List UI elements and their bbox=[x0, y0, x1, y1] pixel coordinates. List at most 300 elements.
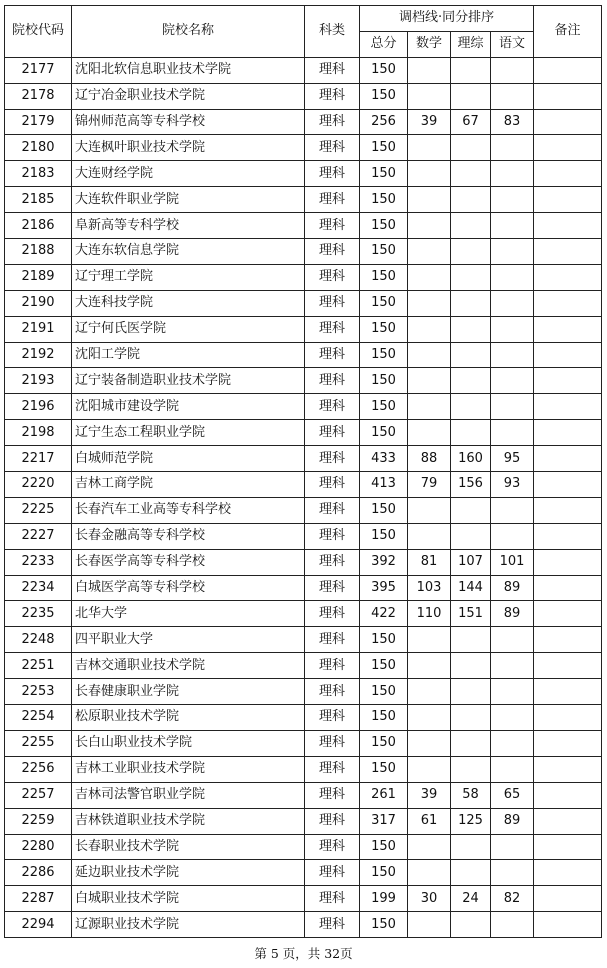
cell-total: 150 bbox=[360, 834, 408, 860]
cell-chinese: 65 bbox=[491, 782, 534, 808]
cell-chinese bbox=[491, 135, 534, 161]
cell-note bbox=[534, 808, 602, 834]
cell-science: 156 bbox=[451, 472, 491, 498]
cell-code: 2248 bbox=[5, 627, 72, 653]
cell-code: 2189 bbox=[5, 264, 72, 290]
cell-note bbox=[534, 756, 602, 782]
cell-chinese bbox=[491, 368, 534, 394]
cell-category: 理科 bbox=[305, 627, 360, 653]
cell-chinese bbox=[491, 705, 534, 731]
cell-science: 151 bbox=[451, 601, 491, 627]
cell-total: 199 bbox=[360, 886, 408, 912]
cell-science bbox=[451, 213, 491, 239]
cell-total: 150 bbox=[360, 420, 408, 446]
table-row bbox=[5, 756, 602, 782]
cell-science bbox=[451, 860, 491, 886]
cell-science bbox=[451, 523, 491, 549]
cell-chinese bbox=[491, 653, 534, 679]
cell-name: 长春职业技术学院 bbox=[72, 834, 305, 860]
cell-category: 理科 bbox=[305, 290, 360, 316]
cell-science: 67 bbox=[451, 109, 491, 135]
cell-chinese: 95 bbox=[491, 446, 534, 472]
cell-name: 长春汽车工业高等专科学校 bbox=[72, 497, 305, 523]
cell-name: 大连东软信息学院 bbox=[72, 239, 305, 265]
table-row bbox=[5, 83, 602, 109]
cell-science: 160 bbox=[451, 446, 491, 472]
cell-science bbox=[451, 679, 491, 705]
cell-category: 理科 bbox=[305, 808, 360, 834]
cell-science bbox=[451, 394, 491, 420]
cell-math bbox=[408, 523, 451, 549]
cell-chinese bbox=[491, 394, 534, 420]
cell-note bbox=[534, 886, 602, 912]
cell-code: 2178 bbox=[5, 83, 72, 109]
cell-science bbox=[451, 705, 491, 731]
cell-science: 144 bbox=[451, 575, 491, 601]
table-row bbox=[5, 446, 602, 472]
cell-total: 150 bbox=[360, 394, 408, 420]
cell-math bbox=[408, 368, 451, 394]
cell-code: 2185 bbox=[5, 187, 72, 213]
cell-math: 30 bbox=[408, 886, 451, 912]
cell-code: 2192 bbox=[5, 342, 72, 368]
cell-category: 理科 bbox=[305, 394, 360, 420]
header-score-group: 调档线·同分排序 bbox=[360, 6, 534, 32]
cell-chinese bbox=[491, 627, 534, 653]
cell-note bbox=[534, 187, 602, 213]
cell-category: 理科 bbox=[305, 472, 360, 498]
table-row bbox=[5, 912, 602, 938]
cell-chinese: 93 bbox=[491, 472, 534, 498]
cell-note bbox=[534, 161, 602, 187]
table-row bbox=[5, 109, 602, 135]
cell-chinese bbox=[491, 834, 534, 860]
cell-total: 150 bbox=[360, 264, 408, 290]
header-chinese: 语文 bbox=[491, 31, 534, 57]
cell-science bbox=[451, 653, 491, 679]
cell-chinese bbox=[491, 420, 534, 446]
cell-code: 2179 bbox=[5, 109, 72, 135]
cell-math bbox=[408, 420, 451, 446]
cell-note bbox=[534, 109, 602, 135]
cell-name: 辽宁冶金职业技术学院 bbox=[72, 83, 305, 109]
cell-math bbox=[408, 187, 451, 213]
cell-science: 24 bbox=[451, 886, 491, 912]
cell-math bbox=[408, 316, 451, 342]
table-row bbox=[5, 575, 602, 601]
cell-math bbox=[408, 213, 451, 239]
cell-code: 2251 bbox=[5, 653, 72, 679]
cell-total: 150 bbox=[360, 290, 408, 316]
cell-science bbox=[451, 420, 491, 446]
cell-total: 413 bbox=[360, 472, 408, 498]
cell-math bbox=[408, 653, 451, 679]
cell-total: 256 bbox=[360, 109, 408, 135]
cell-code: 2188 bbox=[5, 239, 72, 265]
cell-category: 理科 bbox=[305, 446, 360, 472]
cell-science: 107 bbox=[451, 549, 491, 575]
cell-total: 150 bbox=[360, 730, 408, 756]
cell-category: 理科 bbox=[305, 601, 360, 627]
cell-total: 261 bbox=[360, 782, 408, 808]
cell-math bbox=[408, 161, 451, 187]
table-row bbox=[5, 549, 602, 575]
header-math: 数学 bbox=[408, 31, 451, 57]
cell-code: 2186 bbox=[5, 213, 72, 239]
cell-total: 150 bbox=[360, 135, 408, 161]
cell-note bbox=[534, 497, 602, 523]
cell-note bbox=[534, 679, 602, 705]
cell-category: 理科 bbox=[305, 83, 360, 109]
cell-name: 吉林工业职业技术学院 bbox=[72, 756, 305, 782]
cell-name: 白城职业技术学院 bbox=[72, 886, 305, 912]
cell-note bbox=[534, 57, 602, 83]
admission-table bbox=[4, 5, 602, 938]
cell-note bbox=[534, 523, 602, 549]
cell-category: 理科 bbox=[305, 756, 360, 782]
cell-name: 辽宁生态工程职业学院 bbox=[72, 420, 305, 446]
table-row bbox=[5, 135, 602, 161]
cell-note bbox=[534, 83, 602, 109]
cell-math bbox=[408, 834, 451, 860]
cell-total: 150 bbox=[360, 57, 408, 83]
table-row bbox=[5, 472, 602, 498]
header-category: 科类 bbox=[305, 6, 360, 58]
cell-category: 理科 bbox=[305, 264, 360, 290]
cell-math bbox=[408, 705, 451, 731]
cell-code: 2196 bbox=[5, 394, 72, 420]
cell-category: 理科 bbox=[305, 834, 360, 860]
cell-category: 理科 bbox=[305, 730, 360, 756]
cell-category: 理科 bbox=[305, 705, 360, 731]
cell-name: 沈阳北软信息职业技术学院 bbox=[72, 57, 305, 83]
cell-math bbox=[408, 290, 451, 316]
cell-note bbox=[534, 368, 602, 394]
table-row bbox=[5, 679, 602, 705]
table-row bbox=[5, 886, 602, 912]
cell-category: 理科 bbox=[305, 187, 360, 213]
cell-code: 2180 bbox=[5, 135, 72, 161]
cell-science bbox=[451, 290, 491, 316]
cell-code: 2235 bbox=[5, 601, 72, 627]
cell-science bbox=[451, 730, 491, 756]
cell-category: 理科 bbox=[305, 161, 360, 187]
cell-chinese: 82 bbox=[491, 886, 534, 912]
cell-chinese bbox=[491, 264, 534, 290]
cell-total: 150 bbox=[360, 187, 408, 213]
cell-code: 2234 bbox=[5, 575, 72, 601]
cell-total: 392 bbox=[360, 549, 408, 575]
table-row bbox=[5, 316, 602, 342]
cell-science bbox=[451, 316, 491, 342]
cell-code: 2256 bbox=[5, 756, 72, 782]
table-row bbox=[5, 239, 602, 265]
cell-science bbox=[451, 83, 491, 109]
cell-total: 150 bbox=[360, 705, 408, 731]
cell-math: 61 bbox=[408, 808, 451, 834]
table-row bbox=[5, 187, 602, 213]
cell-total: 150 bbox=[360, 627, 408, 653]
cell-name: 辽宁何氏医学院 bbox=[72, 316, 305, 342]
table-row bbox=[5, 860, 602, 886]
cell-total: 150 bbox=[360, 523, 408, 549]
cell-chinese bbox=[491, 213, 534, 239]
cell-code: 2294 bbox=[5, 912, 72, 938]
cell-chinese bbox=[491, 730, 534, 756]
cell-math bbox=[408, 394, 451, 420]
cell-science bbox=[451, 497, 491, 523]
cell-code: 2257 bbox=[5, 782, 72, 808]
cell-math bbox=[408, 912, 451, 938]
cell-category: 理科 bbox=[305, 420, 360, 446]
cell-note bbox=[534, 472, 602, 498]
cell-total: 150 bbox=[360, 239, 408, 265]
table-row bbox=[5, 342, 602, 368]
cell-note bbox=[534, 912, 602, 938]
cell-total: 433 bbox=[360, 446, 408, 472]
cell-note bbox=[534, 420, 602, 446]
cell-category: 理科 bbox=[305, 135, 360, 161]
cell-name: 沈阳城市建设学院 bbox=[72, 394, 305, 420]
cell-name: 长春健康职业学院 bbox=[72, 679, 305, 705]
cell-code: 2280 bbox=[5, 834, 72, 860]
cell-math: 79 bbox=[408, 472, 451, 498]
cell-name: 长春金融高等专科学校 bbox=[72, 523, 305, 549]
cell-category: 理科 bbox=[305, 679, 360, 705]
cell-science bbox=[451, 57, 491, 83]
cell-chinese: 83 bbox=[491, 109, 534, 135]
cell-total: 150 bbox=[360, 497, 408, 523]
cell-note bbox=[534, 213, 602, 239]
cell-science bbox=[451, 239, 491, 265]
cell-name: 大连财经学院 bbox=[72, 161, 305, 187]
cell-category: 理科 bbox=[305, 860, 360, 886]
cell-name: 锦州师范高等专科学校 bbox=[72, 109, 305, 135]
cell-code: 2198 bbox=[5, 420, 72, 446]
cell-science bbox=[451, 627, 491, 653]
cell-name: 辽宁理工学院 bbox=[72, 264, 305, 290]
cell-science bbox=[451, 368, 491, 394]
cell-math bbox=[408, 342, 451, 368]
table-row bbox=[5, 394, 602, 420]
cell-code: 2253 bbox=[5, 679, 72, 705]
table-row bbox=[5, 264, 602, 290]
cell-note bbox=[534, 135, 602, 161]
cell-code: 2193 bbox=[5, 368, 72, 394]
cell-math: 103 bbox=[408, 575, 451, 601]
cell-chinese: 89 bbox=[491, 601, 534, 627]
table-row bbox=[5, 705, 602, 731]
cell-name: 吉林司法警官职业学院 bbox=[72, 782, 305, 808]
cell-science bbox=[451, 161, 491, 187]
cell-math bbox=[408, 730, 451, 756]
cell-note bbox=[534, 394, 602, 420]
cell-math: 39 bbox=[408, 782, 451, 808]
table-row bbox=[5, 368, 602, 394]
cell-chinese bbox=[491, 239, 534, 265]
cell-math bbox=[408, 239, 451, 265]
cell-chinese bbox=[491, 912, 534, 938]
cell-name: 沈阳工学院 bbox=[72, 342, 305, 368]
cell-chinese bbox=[491, 497, 534, 523]
cell-category: 理科 bbox=[305, 523, 360, 549]
cell-chinese: 89 bbox=[491, 575, 534, 601]
table-row bbox=[5, 808, 602, 834]
cell-math bbox=[408, 679, 451, 705]
cell-chinese: 101 bbox=[491, 549, 534, 575]
cell-note bbox=[534, 627, 602, 653]
cell-chinese bbox=[491, 57, 534, 83]
cell-math: 39 bbox=[408, 109, 451, 135]
cell-science bbox=[451, 187, 491, 213]
cell-note bbox=[534, 782, 602, 808]
cell-category: 理科 bbox=[305, 239, 360, 265]
cell-chinese bbox=[491, 316, 534, 342]
table-row bbox=[5, 601, 602, 627]
cell-math bbox=[408, 57, 451, 83]
table-row bbox=[5, 161, 602, 187]
cell-code: 2233 bbox=[5, 549, 72, 575]
cell-code: 2220 bbox=[5, 472, 72, 498]
cell-name: 白城医学高等专科学校 bbox=[72, 575, 305, 601]
cell-category: 理科 bbox=[305, 109, 360, 135]
cell-name: 大连科技学院 bbox=[72, 290, 305, 316]
cell-math bbox=[408, 264, 451, 290]
cell-note bbox=[534, 316, 602, 342]
table-row bbox=[5, 834, 602, 860]
cell-code: 2227 bbox=[5, 523, 72, 549]
cell-total: 150 bbox=[360, 653, 408, 679]
header-total: 总分 bbox=[360, 31, 408, 57]
cell-note bbox=[534, 290, 602, 316]
cell-math: 110 bbox=[408, 601, 451, 627]
table-row bbox=[5, 497, 602, 523]
cell-name: 白城师范学院 bbox=[72, 446, 305, 472]
table-row bbox=[5, 730, 602, 756]
cell-note bbox=[534, 446, 602, 472]
cell-note bbox=[534, 834, 602, 860]
cell-note bbox=[534, 653, 602, 679]
table-row bbox=[5, 420, 602, 446]
cell-name: 延边职业技术学院 bbox=[72, 860, 305, 886]
cell-total: 317 bbox=[360, 808, 408, 834]
cell-chinese bbox=[491, 523, 534, 549]
cell-total: 150 bbox=[360, 83, 408, 109]
cell-math bbox=[408, 497, 451, 523]
cell-name: 四平职业大学 bbox=[72, 627, 305, 653]
cell-total: 150 bbox=[360, 912, 408, 938]
cell-category: 理科 bbox=[305, 549, 360, 575]
cell-note bbox=[534, 549, 602, 575]
cell-math bbox=[408, 135, 451, 161]
cell-name: 吉林工商学院 bbox=[72, 472, 305, 498]
cell-category: 理科 bbox=[305, 912, 360, 938]
header-science: 理综 bbox=[451, 31, 491, 57]
cell-note bbox=[534, 264, 602, 290]
cell-note bbox=[534, 601, 602, 627]
cell-code: 2190 bbox=[5, 290, 72, 316]
cell-math: 88 bbox=[408, 446, 451, 472]
cell-total: 422 bbox=[360, 601, 408, 627]
cell-code: 2255 bbox=[5, 730, 72, 756]
cell-category: 理科 bbox=[305, 782, 360, 808]
cell-code: 2177 bbox=[5, 57, 72, 83]
cell-total: 150 bbox=[360, 756, 408, 782]
cell-note bbox=[534, 342, 602, 368]
cell-total: 150 bbox=[360, 368, 408, 394]
cell-code: 2286 bbox=[5, 860, 72, 886]
cell-code: 2259 bbox=[5, 808, 72, 834]
cell-category: 理科 bbox=[305, 575, 360, 601]
cell-science: 58 bbox=[451, 782, 491, 808]
cell-science bbox=[451, 912, 491, 938]
cell-note bbox=[534, 239, 602, 265]
cell-math bbox=[408, 83, 451, 109]
cell-math bbox=[408, 627, 451, 653]
cell-total: 150 bbox=[360, 679, 408, 705]
cell-category: 理科 bbox=[305, 213, 360, 239]
cell-math bbox=[408, 756, 451, 782]
cell-chinese bbox=[491, 290, 534, 316]
cell-chinese bbox=[491, 187, 534, 213]
cell-category: 理科 bbox=[305, 497, 360, 523]
cell-name: 阜新高等专科学校 bbox=[72, 213, 305, 239]
cell-chinese bbox=[491, 679, 534, 705]
cell-total: 150 bbox=[360, 342, 408, 368]
cell-science bbox=[451, 135, 491, 161]
cell-category: 理科 bbox=[305, 653, 360, 679]
cell-category: 理科 bbox=[305, 342, 360, 368]
table-body bbox=[5, 57, 602, 937]
cell-chinese bbox=[491, 161, 534, 187]
cell-science bbox=[451, 756, 491, 782]
cell-name: 长白山职业技术学院 bbox=[72, 730, 305, 756]
table-row bbox=[5, 523, 602, 549]
cell-name: 吉林交通职业技术学院 bbox=[72, 653, 305, 679]
cell-note bbox=[534, 730, 602, 756]
cell-name: 辽源职业技术学院 bbox=[72, 912, 305, 938]
cell-science bbox=[451, 834, 491, 860]
cell-category: 理科 bbox=[305, 316, 360, 342]
cell-name: 松原职业技术学院 bbox=[72, 705, 305, 731]
table-row bbox=[5, 653, 602, 679]
cell-category: 理科 bbox=[305, 368, 360, 394]
cell-name: 大连枫叶职业技术学院 bbox=[72, 135, 305, 161]
cell-total: 395 bbox=[360, 575, 408, 601]
cell-name: 长春医学高等专科学校 bbox=[72, 549, 305, 575]
cell-chinese bbox=[491, 342, 534, 368]
header-code: 院校代码 bbox=[5, 6, 72, 58]
cell-science bbox=[451, 264, 491, 290]
cell-name: 北华大学 bbox=[72, 601, 305, 627]
cell-category: 理科 bbox=[305, 886, 360, 912]
cell-chinese bbox=[491, 860, 534, 886]
cell-code: 2225 bbox=[5, 497, 72, 523]
page-footer: 第 5 页，共 32页 bbox=[254, 946, 353, 961]
cell-code: 2191 bbox=[5, 316, 72, 342]
table-row bbox=[5, 627, 602, 653]
cell-total: 150 bbox=[360, 161, 408, 187]
cell-math bbox=[408, 860, 451, 886]
table-row bbox=[5, 782, 602, 808]
header-name: 院校名称 bbox=[72, 6, 305, 58]
table-row bbox=[5, 213, 602, 239]
cell-name: 辽宁装备制造职业技术学院 bbox=[72, 368, 305, 394]
cell-science: 125 bbox=[451, 808, 491, 834]
cell-note bbox=[534, 860, 602, 886]
cell-name: 大连软件职业学院 bbox=[72, 187, 305, 213]
cell-total: 150 bbox=[360, 860, 408, 886]
